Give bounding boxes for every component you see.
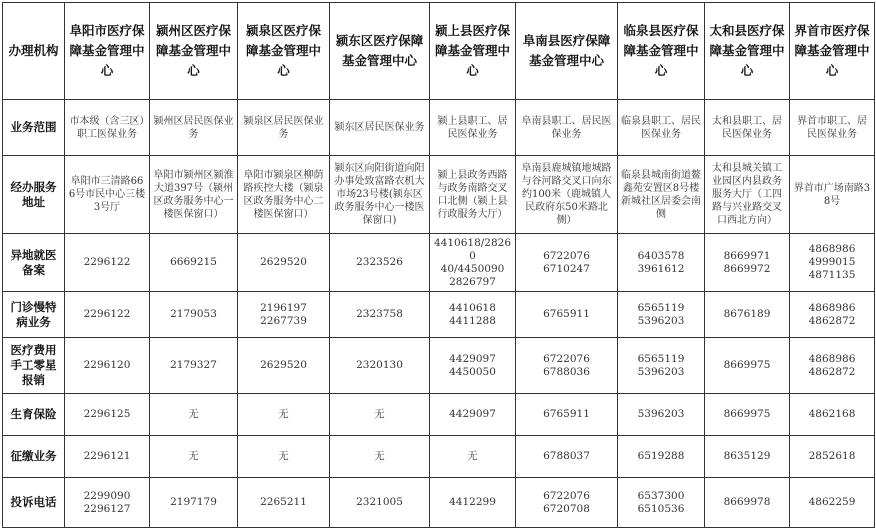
column-header: 临泉县医疗保障基金管理中心 (618, 3, 705, 100)
table-cell (790, 478, 875, 528)
cell-text: 2629520 (260, 256, 307, 268)
cell-text: 6788036 (543, 365, 590, 378)
cell-text: 6765911 (543, 308, 590, 320)
table-cell (238, 478, 330, 528)
table-row (3, 234, 875, 292)
table-cell (65, 100, 150, 156)
corner-header: 办理机构 (3, 3, 65, 100)
table-cell (618, 394, 705, 436)
table-cell (705, 478, 790, 528)
table-cell (150, 292, 238, 338)
cell-text: 8669972 (723, 262, 771, 275)
cell-text: 无 (278, 450, 289, 462)
table-cell (238, 436, 330, 478)
table-cell (65, 478, 150, 528)
cell-text: 6510536 (637, 502, 685, 515)
cell-text: 4410618 (449, 301, 496, 314)
column-header: 太和县医疗保障基金管理中心 (705, 3, 790, 100)
table-cell (65, 436, 150, 478)
row-header: 异地就医备案 (3, 234, 65, 292)
cell-text: 阜南县职工、居民医保业务 (521, 115, 612, 140)
table-cell (705, 394, 790, 436)
cell-text: 4412299 (449, 496, 496, 508)
table-body (3, 100, 875, 528)
cell-text: 6765911 (543, 408, 590, 420)
table-row (3, 394, 875, 436)
table-row (3, 338, 875, 394)
cell-text: 3961612 (637, 262, 685, 275)
cell-text: 4871135 (808, 269, 856, 281)
medical-insurance-contact-table (2, 2, 875, 528)
cell-text: 4450050 (449, 365, 496, 378)
cell-text: 6669215 (170, 256, 217, 268)
table-cell (238, 338, 330, 394)
cell-text: 2296122 (83, 308, 131, 320)
cell-text: 临泉县城南街道鳌鑫苑安置区8号楼新城社区居委会南侧 (621, 169, 701, 220)
cell-text: 2197179 (170, 496, 217, 508)
cell-text: 2196197 (260, 301, 307, 314)
column-header: 颍东区医疗保障基金管理中心 (330, 3, 430, 100)
table-cell (618, 436, 705, 478)
row-header: 投诉电话 (3, 478, 65, 528)
table-cell (150, 100, 238, 156)
cell-text: 无 (278, 408, 289, 420)
row-header: 经办服务地址 (3, 156, 65, 234)
table-cell (330, 436, 430, 478)
cell-text: 阜阳市颍州区颍淮大道397号（颍州区政务服务中心一楼医保窗口） (153, 169, 234, 220)
table-cell (705, 234, 790, 292)
cell-text: 4862872 (808, 314, 856, 327)
table-cell (790, 338, 875, 394)
table-cell (65, 338, 150, 394)
cell-text: 阜阳市颍泉区柳荫路疾控大楼（颍泉区政务服务中心二楼医保窗口） (243, 169, 324, 220)
cell-text: 无 (374, 450, 385, 462)
cell-text: 无 (188, 408, 199, 420)
table-cell (150, 394, 238, 436)
cell-text: 2826797 (449, 275, 496, 288)
table-cell (150, 156, 238, 234)
row-header: 征缴业务 (3, 436, 65, 478)
table-cell (790, 394, 875, 436)
table-cell (65, 234, 150, 292)
table-cell (618, 478, 705, 528)
cell-text: 2323758 (356, 308, 403, 320)
table-cell (330, 338, 430, 394)
table-cell (516, 338, 618, 394)
table-cell (516, 100, 618, 156)
table-cell (330, 394, 430, 436)
cell-text: 8669975 (723, 359, 771, 371)
cell-text: 5396203 (637, 314, 685, 327)
cell-text: 2299090 (83, 489, 131, 502)
table-cell (330, 478, 430, 528)
table-row (3, 292, 875, 338)
cell-text: 8669971 (723, 249, 771, 262)
cell-text: 6565119 (637, 301, 685, 314)
table-cell (705, 436, 790, 478)
cell-text: 6519288 (637, 450, 685, 462)
table-cell (516, 394, 618, 436)
column-header: 颍泉区医疗保障基金管理中心 (238, 3, 330, 100)
cell-text: 40/4450090 (440, 262, 505, 275)
cell-text: 6722076 (543, 489, 590, 502)
table-cell (618, 156, 705, 234)
table-cell (430, 292, 516, 338)
cell-text: 4868986 (808, 352, 856, 365)
cell-text: 太和县职工、居民医保业务 (712, 115, 782, 140)
cell-text: 2629520 (260, 359, 307, 371)
cell-text: 8635129 (723, 450, 771, 462)
cell-text: 2296120 (83, 359, 131, 371)
table-cell (790, 436, 875, 478)
cell-text: 界首市广场南路38号 (793, 182, 871, 207)
cell-text: 6537300 (637, 489, 685, 502)
column-header: 阜南县医疗保障基金管理中心 (516, 3, 618, 100)
cell-text: 颍东区向阳街道向阳办事处致富路农机大市场23号楼(颍东区政务服务中心一楼医保窗口) (334, 163, 425, 226)
cell-text: 8669975 (723, 408, 771, 420)
table-cell (705, 338, 790, 394)
cell-text: 4429097 (449, 352, 496, 365)
row-header: 生育保险 (3, 394, 65, 436)
cell-text: 2323526 (356, 256, 403, 268)
cell-text: 6788037 (543, 450, 590, 462)
cell-text: 4862259 (808, 496, 856, 508)
cell-text: 2179327 (170, 359, 217, 371)
table-cell (618, 338, 705, 394)
cell-text: 界首市职工、居民医保业务 (797, 115, 867, 140)
cell-text: 颍上县政务西路与政务南路交叉口北侧（颍上县行政服务大厅） (437, 169, 508, 220)
table-cell (516, 292, 618, 338)
column-header: 颍上县医疗保障基金管理中心 (430, 3, 516, 100)
table-cell (430, 436, 516, 478)
cell-text: 2267739 (260, 314, 307, 327)
cell-text: 阜阳市三清路666号市民中心三楼3号厅 (68, 176, 146, 213)
cell-text: 临泉县职工、居民医保业务 (621, 115, 701, 140)
row-header: 业务范围 (3, 100, 65, 156)
column-header: 阜阳市医疗保障基金管理中心 (65, 3, 150, 100)
row-header: 门诊慢特病业务 (3, 292, 65, 338)
cell-text: 阜南县鹿城镇地城路与谷河路交叉口向东约100米（鹿城镇人民政府东50米路北侧） (521, 163, 612, 226)
table-cell (516, 156, 618, 234)
cell-text: 6710247 (543, 262, 590, 275)
table-cell (430, 394, 516, 436)
table-row (3, 156, 875, 234)
cell-text: 2321005 (356, 496, 403, 508)
table-cell (430, 156, 516, 234)
cell-text: 2296127 (83, 502, 131, 515)
cell-text: 颍州区居民医保业务 (153, 115, 234, 140)
table-cell (790, 156, 875, 234)
cell-text: 无 (467, 450, 478, 462)
cell-text: 颍东区居民医保业务 (334, 122, 425, 133)
cell-text: 颍上县职工、居民医保业务 (437, 115, 508, 140)
table-cell (705, 100, 790, 156)
table-cell (150, 234, 238, 292)
cell-text: 4868986 (808, 243, 856, 255)
cell-text: 2179053 (170, 308, 217, 320)
table-row (3, 478, 875, 528)
cell-text: 2320130 (356, 359, 403, 371)
cell-text: 2852618 (808, 450, 856, 462)
table-cell (430, 100, 516, 156)
table-cell (618, 234, 705, 292)
cell-text: 2296121 (83, 450, 131, 462)
cell-text: 5396203 (637, 365, 685, 378)
cell-text: 4862872 (808, 365, 856, 378)
table-cell (330, 156, 430, 234)
table-cell (516, 478, 618, 528)
column-header: 颍州区医疗保障基金管理中心 (150, 3, 238, 100)
table-row (3, 436, 875, 478)
cell-text: 4868986 (808, 301, 856, 314)
table-cell (65, 156, 150, 234)
cell-text: 无 (188, 450, 199, 462)
table-cell (330, 234, 430, 292)
table-cell (65, 394, 150, 436)
cell-text: 颍泉区居民医保业务 (243, 115, 324, 140)
cell-text: 4410618/28260 (433, 236, 512, 262)
table-cell (618, 100, 705, 156)
cell-text: 2296125 (83, 408, 131, 420)
cell-text: 4999015 (808, 256, 856, 268)
column-header: 界首市医疗保障基金管理中心 (790, 3, 875, 100)
cell-text: 2296122 (83, 256, 131, 268)
cell-text: 6722076 (543, 352, 590, 365)
table-cell (790, 292, 875, 338)
table-cell (430, 338, 516, 394)
header-row (3, 3, 875, 100)
cell-text: 4411288 (449, 314, 496, 327)
table-cell (238, 292, 330, 338)
cell-text: 8676189 (723, 308, 771, 320)
cell-text: 5396203 (637, 408, 685, 420)
cell-text: 8669978 (723, 496, 771, 508)
cell-text: 无 (374, 408, 385, 420)
table-cell (150, 478, 238, 528)
table-cell (330, 292, 430, 338)
table-cell (430, 234, 516, 292)
table-cell (65, 292, 150, 338)
table-cell (238, 100, 330, 156)
table-cell (790, 100, 875, 156)
cell-text: 6565119 (637, 352, 685, 365)
cell-text: 太和县城关镇工业园区内县政务服务大厅（工四路与兴业路交叉口西北方向） (712, 163, 782, 226)
table-cell (705, 292, 790, 338)
cell-text: 6720708 (543, 502, 590, 515)
cell-text: 6403578 (637, 249, 685, 262)
table-cell (516, 436, 618, 478)
cell-text: 2265211 (260, 496, 307, 508)
table-cell (618, 292, 705, 338)
table-cell (516, 234, 618, 292)
table-cell (238, 156, 330, 234)
cell-text: 4862168 (808, 408, 856, 420)
cell-text: 市本级（含三区）职工医保业务 (69, 115, 145, 140)
table-cell (150, 338, 238, 394)
table-cell (790, 234, 875, 292)
table-cell (238, 394, 330, 436)
table-cell (330, 100, 430, 156)
row-header: 医疗费用手工零星报销 (3, 338, 65, 394)
table-cell (238, 234, 330, 292)
table-cell (705, 156, 790, 234)
table-cell (150, 436, 238, 478)
cell-text: 6722076 (543, 249, 590, 262)
cell-text: 4429097 (449, 408, 496, 420)
table-cell (430, 478, 516, 528)
table-row (3, 100, 875, 156)
